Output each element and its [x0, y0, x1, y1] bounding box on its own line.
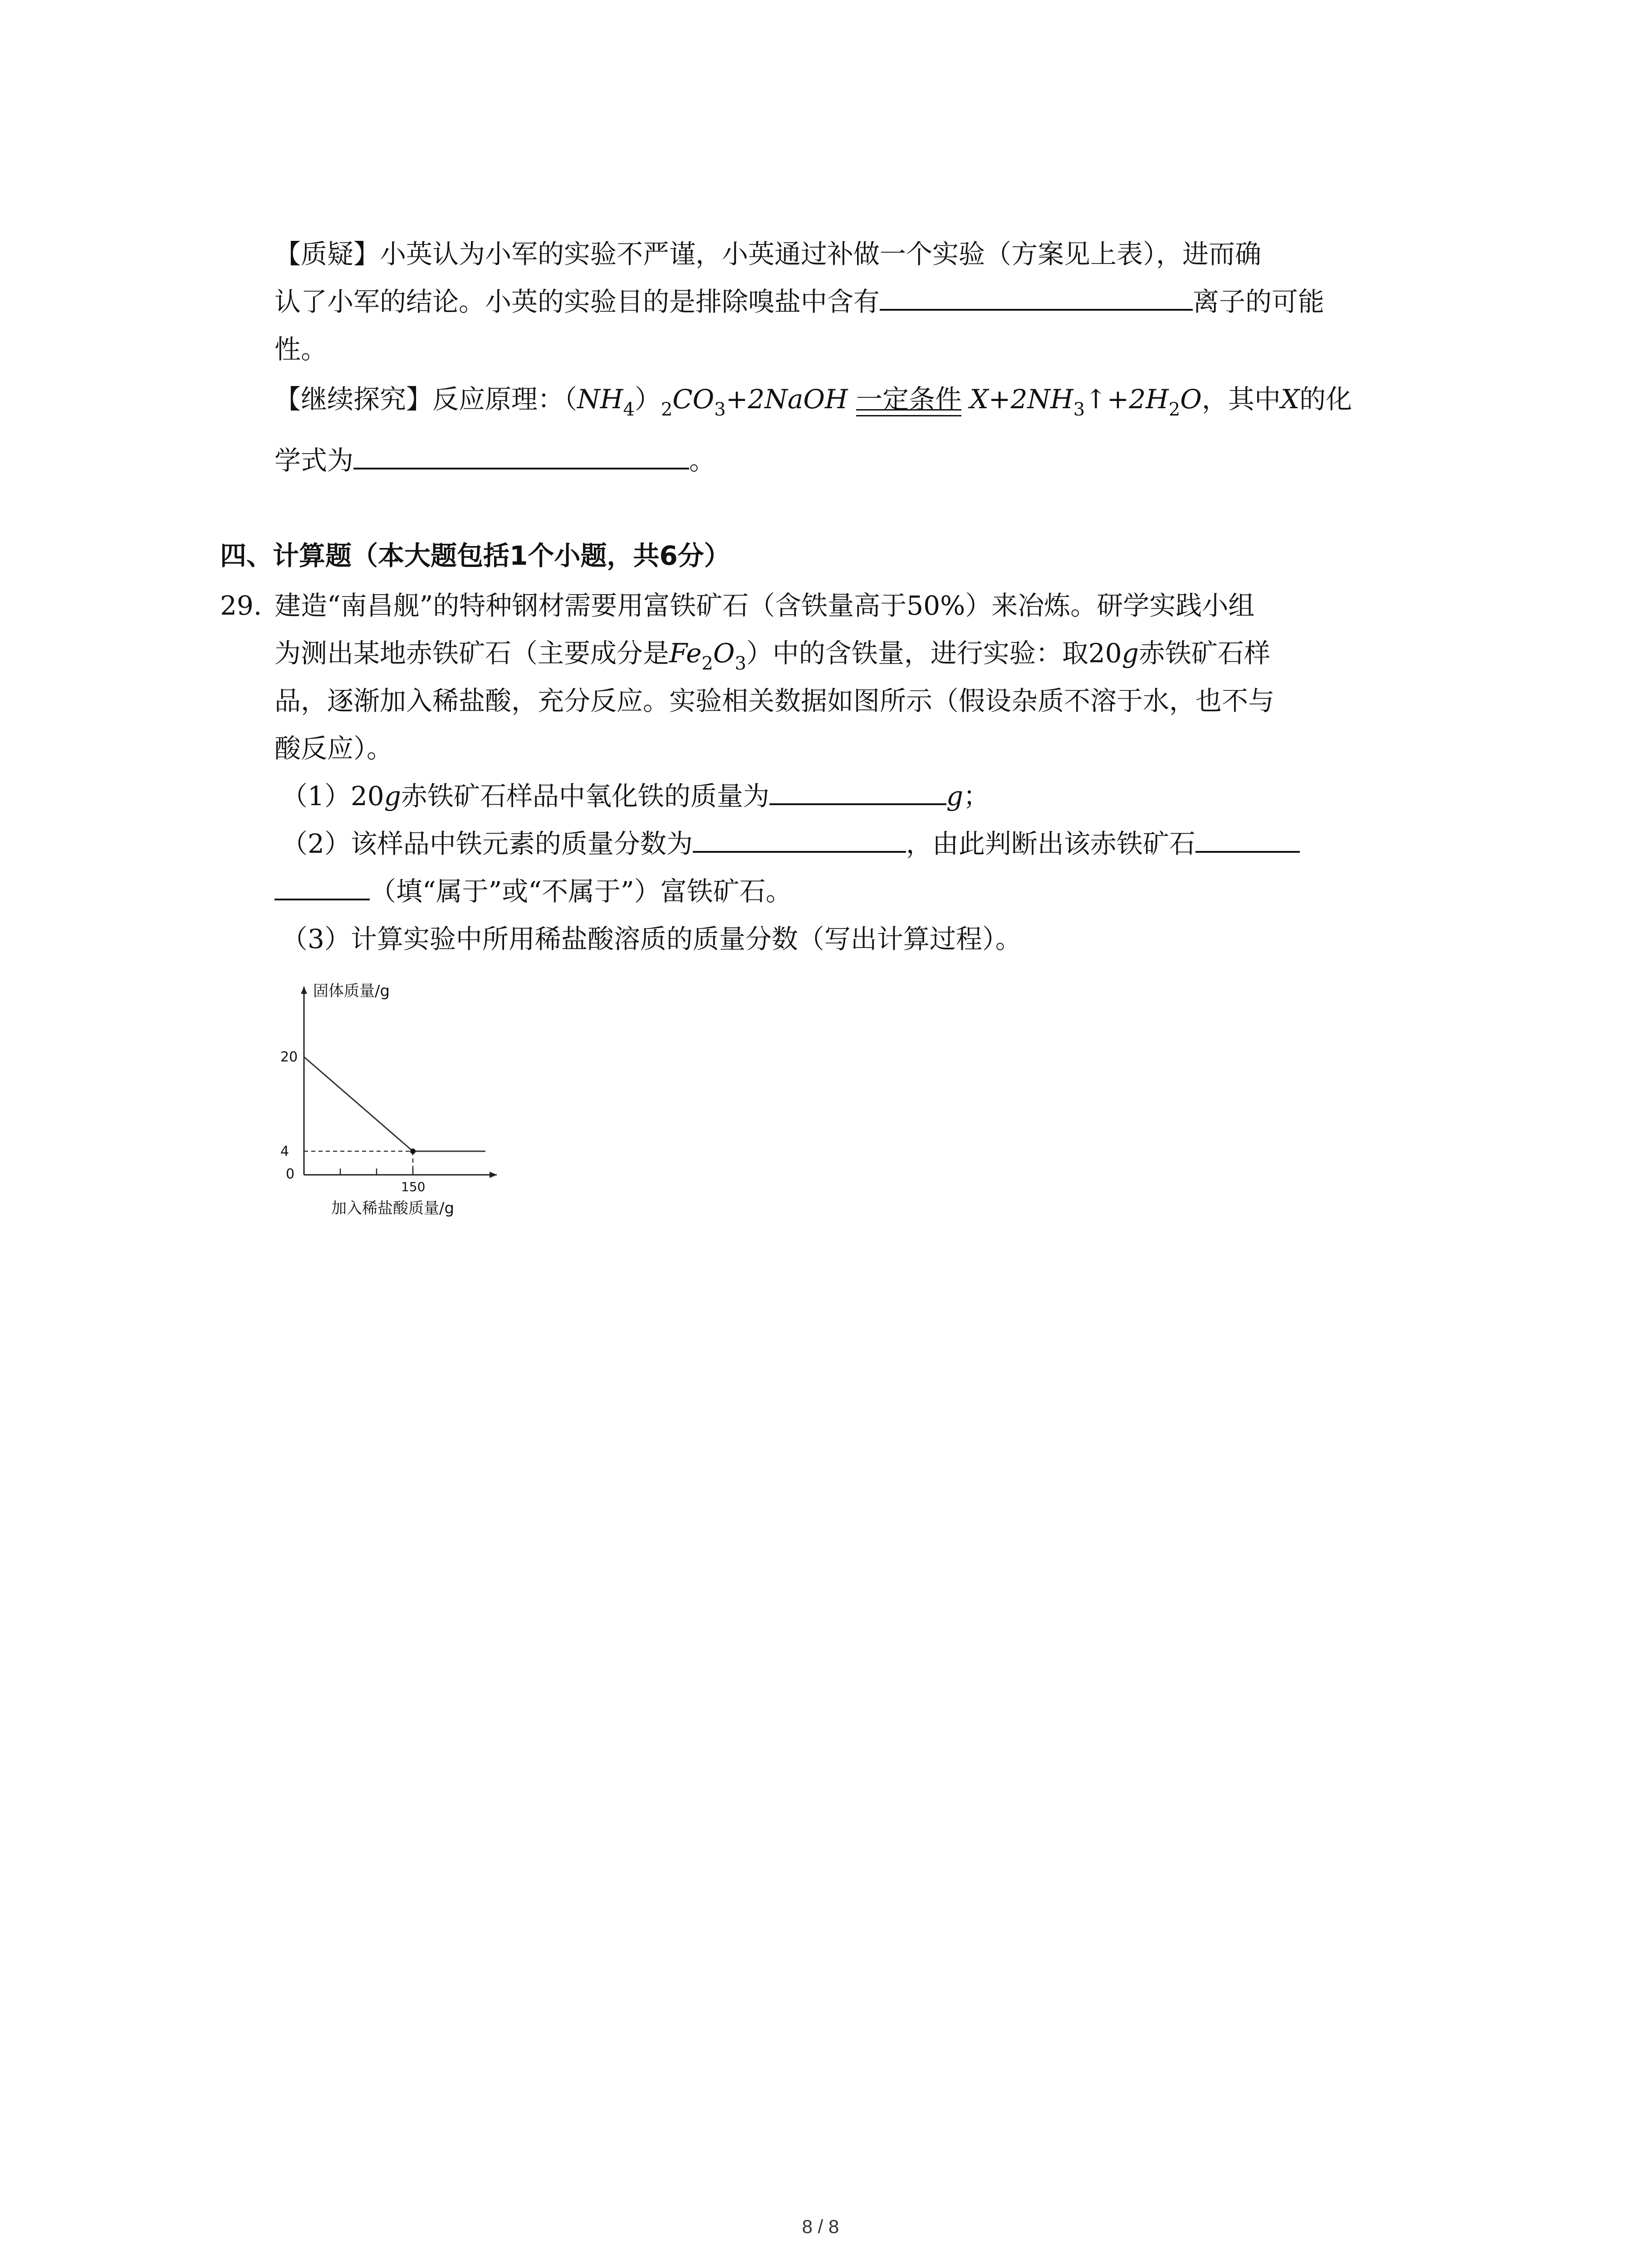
doubt-label: 【质疑】: [274, 239, 380, 269]
q29-line-2: 为测出某地赤铁矿石（主要成分是$Fe_2O_3$）中的含铁量，进行实验：取20g赤铁矿石样: [274, 638, 1270, 674]
y-axis-label: 固体质量/g: [313, 982, 390, 1000]
reaction-condition: 一定条件: [856, 381, 961, 417]
x-axis-arrow-icon: [490, 1172, 497, 1178]
y-tick-label: 4: [280, 1144, 289, 1159]
solid-mass-chart: [263, 975, 517, 1229]
continue-line-2: 学式为 。: [274, 445, 716, 476]
answer-blank-ion[interactable]: [880, 308, 1193, 311]
section-heading: 四、计算题（本大题包括1个小题，共6分）: [220, 540, 730, 571]
question-number: 29.: [220, 590, 262, 621]
q29-sub-2-cont: （填“属于”或“不属于”）富铁矿石。: [274, 873, 792, 909]
answer-blank-judgment-cont[interactable]: [274, 898, 370, 900]
q29-line-4: 酸反应）。: [274, 733, 393, 764]
series-segment: [304, 1057, 413, 1151]
q29-sub-1: （1）20g赤铁矿石样品中氧化铁的质量为 g；: [281, 781, 990, 811]
q29-line-1: 29. 建造“南昌舰”的特种钢材需要用富铁矿石（含铁量高于50%）来冶炼。研学实践小组: [220, 587, 1254, 624]
x-tick-label: 150: [401, 1179, 426, 1194]
marked-point: [410, 1149, 416, 1154]
doubt-line-2: 认了小军的结论。小英的实验目的是排除嗅盐中含有 离子的可能: [274, 286, 1325, 317]
y-axis-arrow-icon: [301, 987, 307, 994]
q29-line-3: 品，逐渐加入稀盐酸，充分反应。实验相关数据如图所示（假设杂质不溶于水，也不与: [274, 685, 1275, 716]
gas-arrow-icon: ↑: [1085, 384, 1107, 415]
doubt-line-1: 【质疑】小英认为小军的实验不严谨，小英通过补做一个实验（方案见上表），进而确: [274, 239, 1262, 269]
answer-blank-oxide-mass[interactable]: [769, 803, 946, 805]
origin-label: 0: [286, 1166, 295, 1182]
answer-blank-formula[interactable]: [353, 467, 689, 469]
x-axis-label: 加入稀盐酸质量/g: [331, 1199, 455, 1217]
doubt-line-3: 性。: [274, 334, 328, 365]
answer-blank-iron-fraction[interactable]: [693, 850, 906, 853]
continue-label: 【继续探究】: [274, 384, 433, 415]
q29-sub-3: （3）计算实验中所用稀盐酸溶质的质量分数（写出计算过程）。: [281, 924, 1022, 954]
continue-line-1: 【继续探究】反应原理：$(NH_4)_2CO_3+2NaOH$ 一定条件 $X+2NH_3↑+2H_2O$，其中X的化: [274, 381, 1352, 417]
y-tick-label: 20: [280, 1049, 298, 1065]
page-number: 8 / 8: [802, 2216, 839, 2237]
q29-sub-2: （2）该样品中铁元素的质量分数为 ，由此判断出该赤铁矿石: [281, 826, 1300, 862]
answer-blank-judgment[interactable]: [1195, 850, 1300, 853]
